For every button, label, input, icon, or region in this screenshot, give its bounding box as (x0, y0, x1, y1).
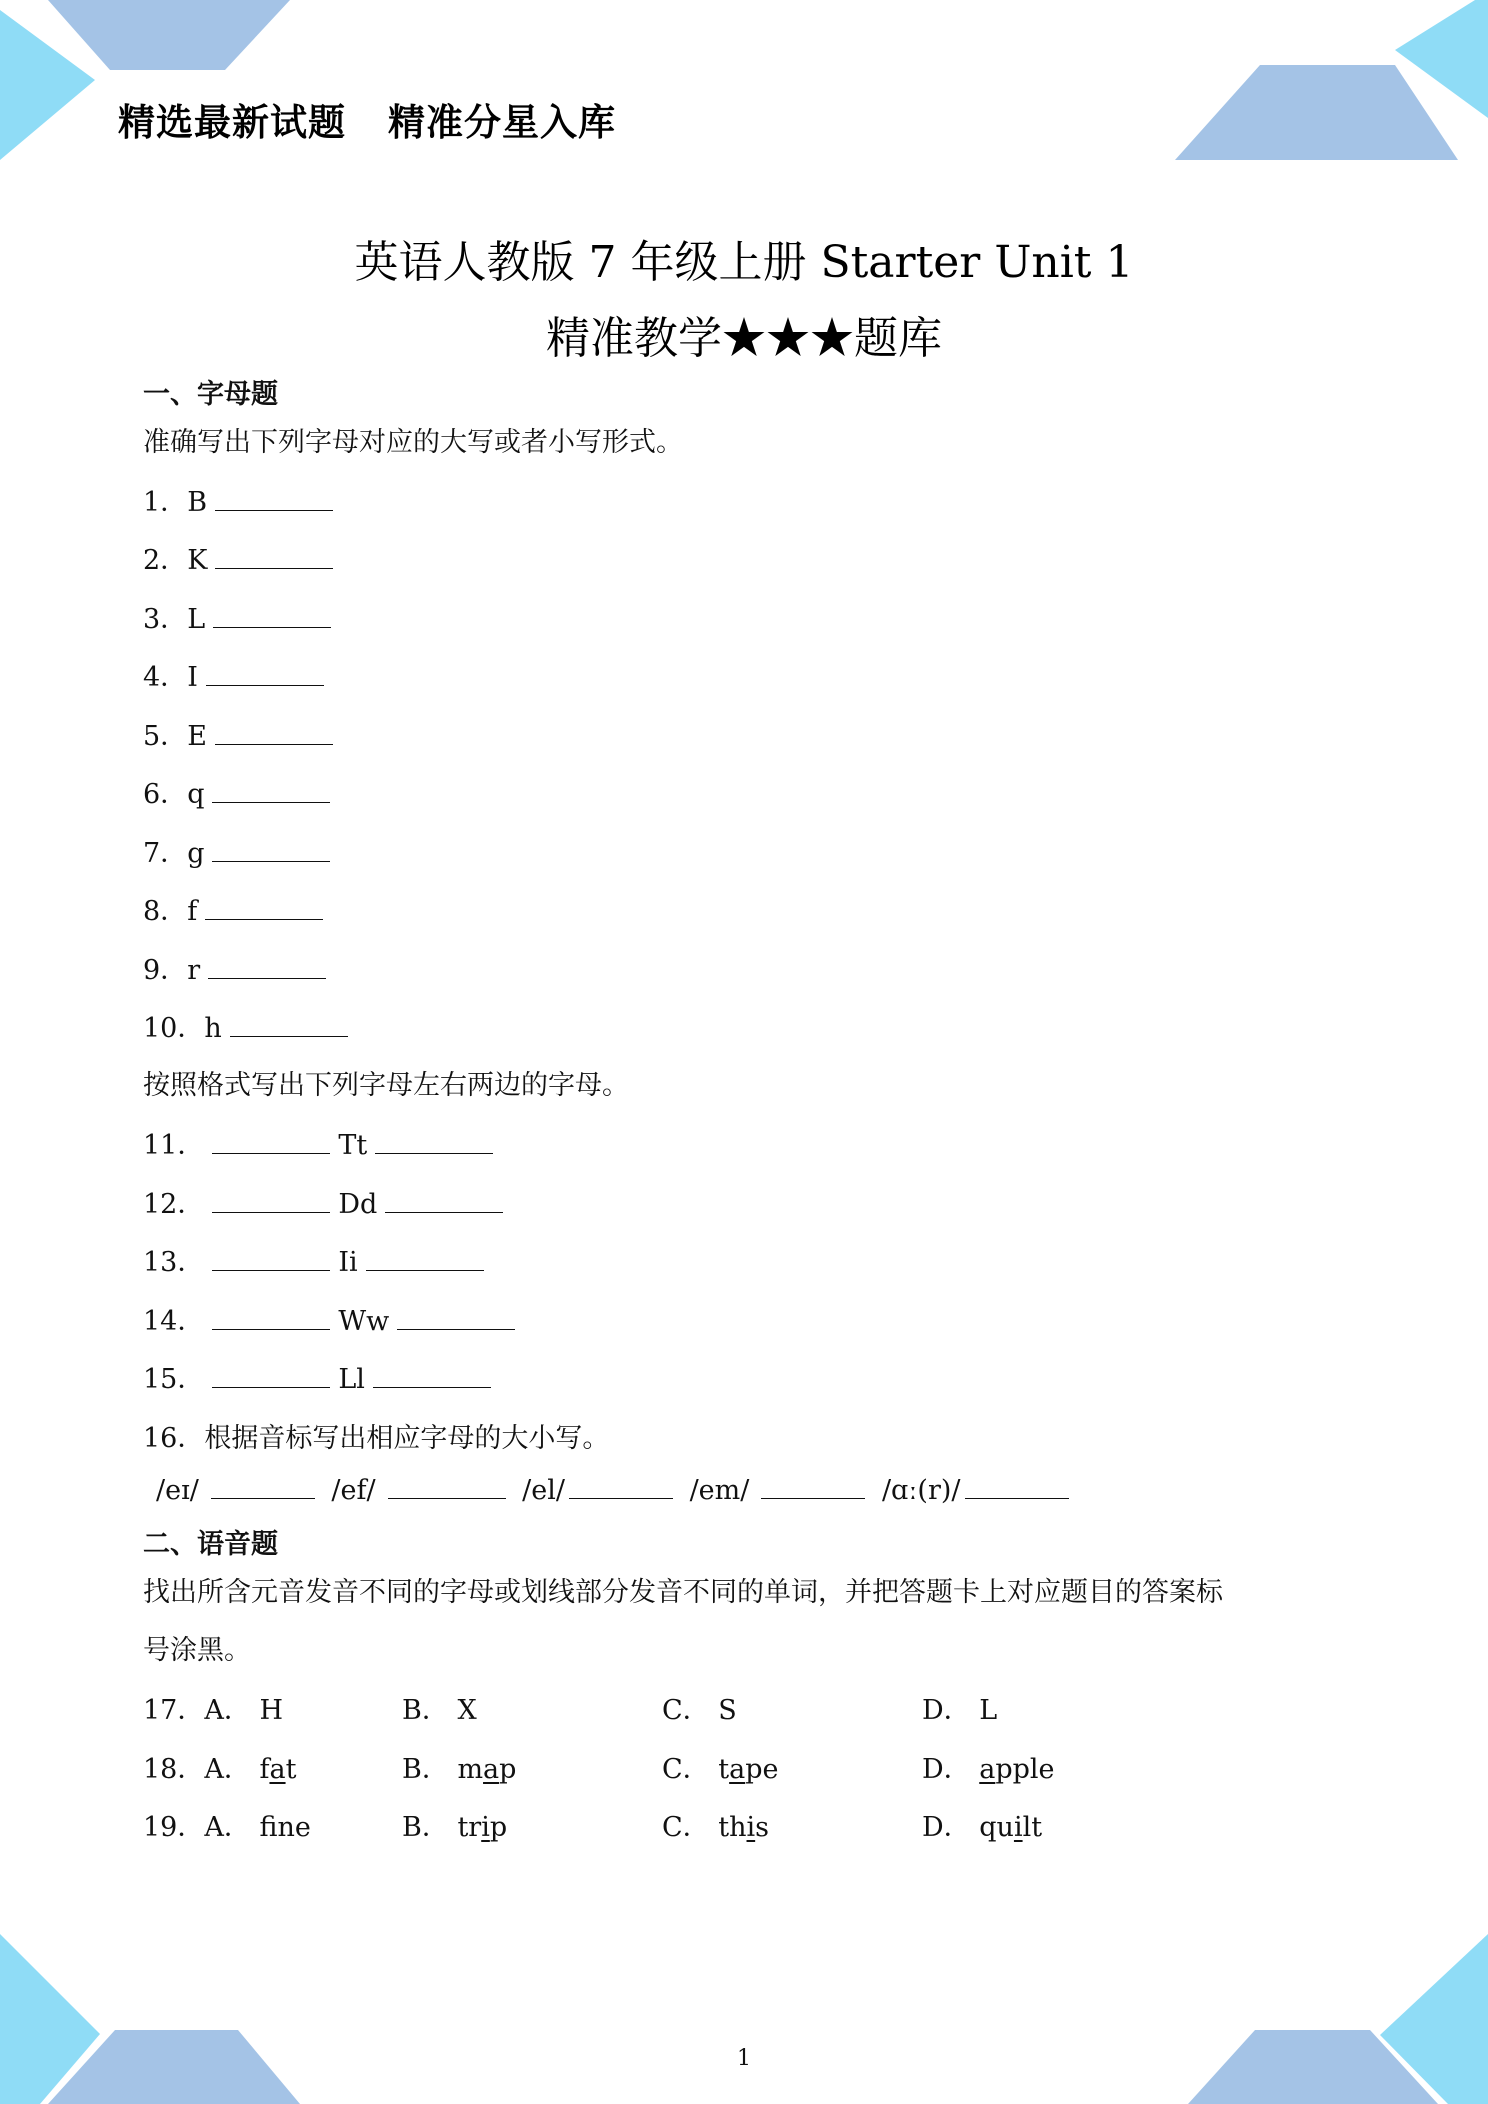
option-word: apple (979, 1754, 1055, 1785)
question-letter: Ii (338, 1247, 358, 1278)
question-19-option-b[interactable] (402, 1805, 507, 1844)
question-letter: h (204, 1013, 222, 1044)
phonetic-5: /ɑː(r)/ (881, 1475, 961, 1506)
question-18-option-b[interactable] (402, 1747, 516, 1786)
question-number: 14． (143, 1306, 205, 1337)
question-17-option-d[interactable] (922, 1688, 997, 1727)
question-letter: K (187, 545, 208, 576)
instruction-neighbors: 按照格式写出下列字母左右两边的字母。 (143, 1070, 629, 1101)
option-word: trip (457, 1812, 508, 1843)
question-16 (143, 1416, 609, 1455)
question-5 (143, 714, 341, 753)
phonetic-blank-5[interactable] (965, 1474, 1069, 1499)
option-label: C． (662, 1754, 710, 1785)
phonetic-blank-2[interactable] (388, 1474, 506, 1499)
answer-blank[interactable] (212, 837, 330, 862)
answer-blank-right[interactable] (366, 1246, 484, 1271)
option-label: D． (922, 1812, 971, 1843)
question-18-option-c[interactable] (662, 1747, 779, 1786)
underlined-letters: a (269, 1754, 286, 1785)
option-text: H (259, 1695, 283, 1726)
question-19-option-c[interactable] (662, 1805, 769, 1844)
answer-blank[interactable] (215, 720, 333, 745)
question-letter: f (187, 896, 198, 927)
question-number: 5． (143, 721, 188, 752)
underlined-letters: a (979, 1754, 996, 1785)
section-heading-letters: 一、字母题 (143, 379, 278, 410)
question-1 (143, 480, 341, 519)
phonetic-3: /el/ (522, 1475, 565, 1506)
question-12 (143, 1182, 511, 1221)
answer-blank[interactable] (215, 544, 333, 569)
option-word: tape (718, 1754, 779, 1785)
question-text: 根据音标写出相应字母的大小写。 (204, 1423, 610, 1454)
question-number: 18． (143, 1754, 205, 1785)
bottom-left-decoration (0, 1930, 310, 2104)
question-18-option-d[interactable] (922, 1747, 1055, 1786)
page-number: 1 (737, 2046, 751, 2071)
question-4 (143, 655, 332, 694)
option-label: B． (402, 1695, 449, 1726)
banner-tag-1: 精选最新试题 (118, 101, 346, 144)
question-number: 11． (143, 1130, 205, 1161)
banner-tag-2: 精准分星入库 (388, 101, 616, 144)
answer-blank-right[interactable] (385, 1188, 503, 1213)
answer-blank-left[interactable] (212, 1188, 330, 1213)
answer-blank-right[interactable] (373, 1363, 491, 1388)
underlined-letters: a (729, 1754, 746, 1785)
phonetic-row (156, 1474, 1077, 1506)
option-label: B． (402, 1754, 449, 1785)
option-label: D． (922, 1695, 971, 1726)
question-number: 1． (143, 487, 188, 518)
instruction-phonics-line2: 号涂黑。 (143, 1635, 251, 1666)
question-15 (143, 1357, 499, 1396)
option-text: X (457, 1695, 477, 1726)
option-label: D． (922, 1754, 971, 1785)
document-title: 英语人教版 7 年级上册 Starter Unit 1 (354, 237, 1134, 288)
option-text: S (718, 1695, 737, 1726)
answer-blank-left[interactable] (212, 1129, 330, 1154)
question-8 (143, 889, 331, 928)
question-number: 19． (143, 1812, 205, 1843)
question-number: 7． (143, 838, 188, 869)
answer-blank[interactable] (205, 895, 323, 920)
answer-blank[interactable] (230, 1012, 348, 1037)
question-17-option-c[interactable] (662, 1688, 737, 1727)
answer-blank-left[interactable] (212, 1363, 330, 1388)
underlined-letters: i (746, 1812, 756, 1843)
answer-blank[interactable] (208, 954, 326, 979)
question-number: 16． (143, 1423, 205, 1454)
question-number: 4． (143, 662, 188, 693)
option-label: A． (204, 1812, 251, 1843)
question-letter: Tt (338, 1130, 368, 1161)
question-18-option-a[interactable] (143, 1747, 296, 1786)
question-2 (143, 538, 341, 577)
option-label: B． (402, 1812, 449, 1843)
underlined-letters: i (1013, 1812, 1023, 1843)
phonetic-2: /ef/ (331, 1475, 376, 1506)
question-number: 15． (143, 1364, 205, 1395)
question-14 (143, 1299, 523, 1338)
answer-blank[interactable] (213, 603, 331, 628)
option-label: C． (662, 1695, 710, 1726)
question-19-option-d[interactable] (922, 1805, 1042, 1844)
question-19-option-a[interactable] (143, 1805, 311, 1844)
option-word: fat (259, 1754, 297, 1785)
option-text: L (979, 1695, 998, 1726)
question-letter: B (187, 487, 208, 518)
question-10 (143, 1006, 356, 1045)
answer-blank[interactable] (206, 661, 324, 686)
question-17-option-b[interactable] (402, 1688, 477, 1727)
option-label: A． (204, 1754, 251, 1785)
answer-blank-left[interactable] (212, 1305, 330, 1330)
underlined-letters: i (481, 1812, 490, 1843)
answer-blank[interactable] (212, 778, 330, 803)
question-number: 6． (143, 779, 188, 810)
phonetic-blank-4[interactable] (761, 1474, 865, 1499)
question-number: 2． (143, 545, 188, 576)
phonetic-4: /em/ (689, 1475, 750, 1506)
phonetic-blank-1[interactable] (211, 1474, 315, 1499)
question-letter: I (187, 662, 198, 693)
question-number: 10． (143, 1013, 205, 1044)
question-number: 13． (143, 1247, 205, 1278)
answer-blank-right[interactable] (397, 1305, 515, 1330)
question-6 (143, 772, 338, 811)
option-label: A． (204, 1695, 251, 1726)
instruction-case: 准确写出下列字母对应的大写或者小写形式。 (143, 427, 683, 458)
question-3 (143, 597, 339, 636)
question-letter: r (187, 955, 201, 986)
question-number: 9． (143, 955, 188, 986)
instruction-phonics-line1: 找出所含元音发音不同的字母或划线部分发音不同的单词，并把答题卡上对应题目的答案标 (143, 1577, 1223, 1608)
question-letter: E (187, 721, 207, 752)
bottom-right-decoration (1180, 1930, 1488, 2104)
header-banner (118, 92, 658, 146)
phonetic-1: /eɪ/ (156, 1475, 199, 1506)
option-label: C． (662, 1812, 710, 1843)
question-11 (143, 1123, 501, 1162)
question-13 (143, 1240, 492, 1279)
question-17-option-a[interactable] (143, 1688, 283, 1727)
question-number: 17． (143, 1695, 205, 1726)
question-letter: Ww (338, 1306, 390, 1337)
question-number: 8． (143, 896, 188, 927)
question-letter: Dd (338, 1189, 378, 1220)
underlined-letters: a (483, 1754, 500, 1785)
option-word: map (457, 1754, 517, 1785)
question-number: 12． (143, 1189, 205, 1220)
answer-blank-right[interactable] (375, 1129, 493, 1154)
answer-blank[interactable] (215, 486, 333, 511)
option-word: quilt (979, 1812, 1043, 1843)
question-9 (143, 948, 334, 987)
top-right-decoration (1170, 0, 1488, 170)
question-letter: g (187, 838, 205, 869)
question-letter: L (187, 604, 206, 635)
section-heading-phonics: 二、语音题 (143, 1529, 278, 1560)
answer-blank-left[interactable] (212, 1246, 330, 1271)
question-number: 3． (143, 604, 188, 635)
question-letter: q (187, 779, 205, 810)
document-subtitle: 精准教学★★★题库 (546, 313, 942, 364)
question-7 (143, 831, 338, 870)
phonetic-blank-3[interactable] (569, 1474, 673, 1499)
question-letter: Ll (338, 1364, 365, 1395)
option-word: fne (259, 1812, 311, 1843)
option-word: this (718, 1812, 770, 1843)
